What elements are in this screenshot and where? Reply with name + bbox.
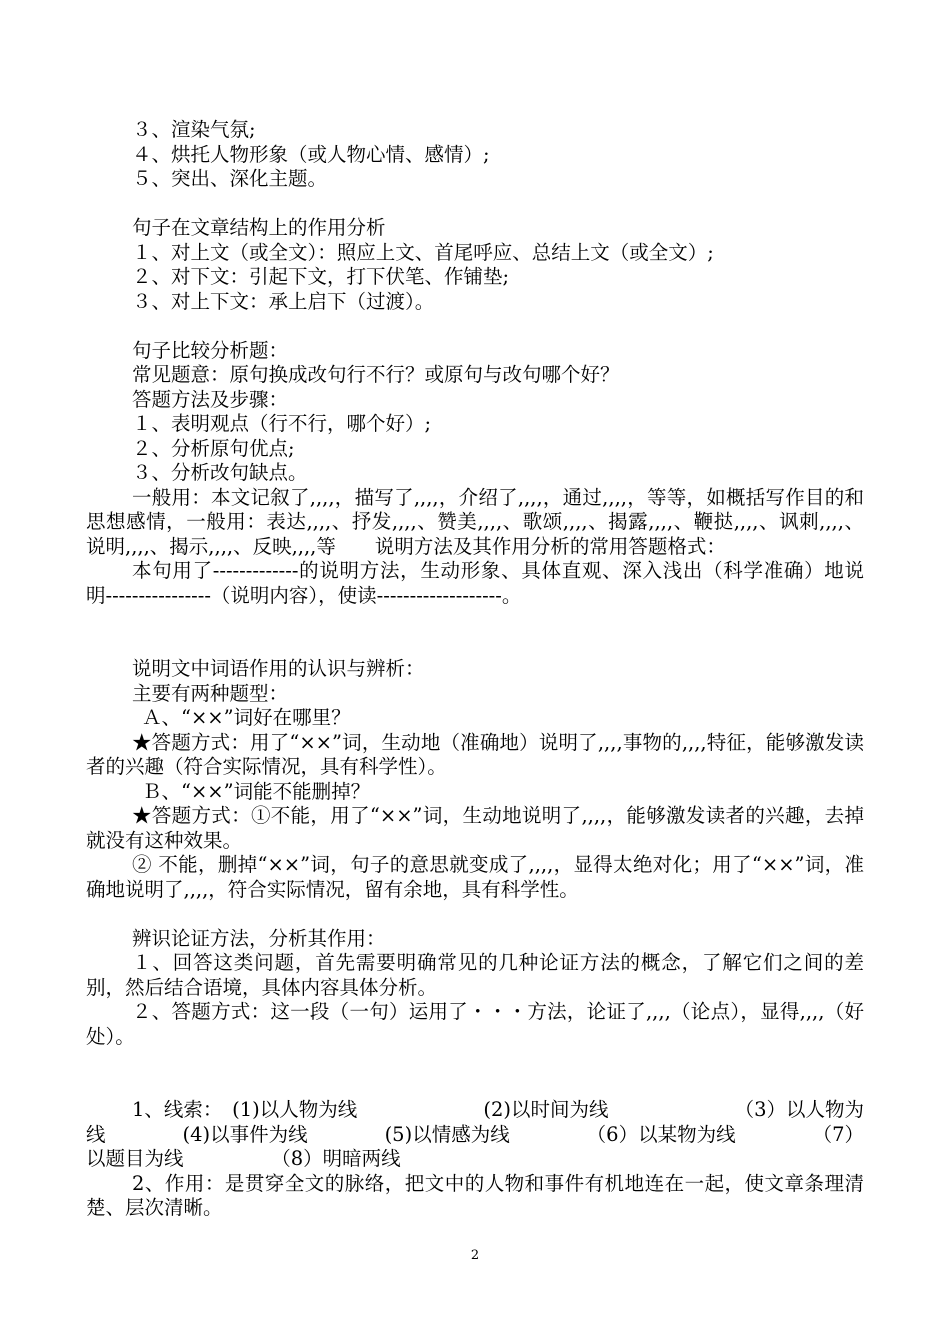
list-item: ２、对下文：引起下文，打下伏笔、作铺垫; [132,265,510,288]
section-heading: 句子在文章结构上的作用分析 [132,216,386,239]
paragraph: 本句用了-------------的说明方法，生动形象、具体直观、深入浅出（科学准确）地说明----------------（说明内容），使读-------------------。 [86,559,864,607]
clue-item: 1、线索： (1)以人物为线 [132,1098,358,1121]
clue-item: (5)以情感为线 [384,1122,510,1146]
paragraph: 一般用：本文记叙了,,,,，描写了,,,,，介绍了,,,,，通过,,,,，等等，如概括写作目的和思想感情，一般用：表达,,,,、抒发,,,,、赞美,,,,、歌颂,,,,、揭露,,,,、鞭挞,,,,、讽刺,,,,、说明,,,,、揭示,,,,、反映,,,,等 说明方法及其作用分析的常用答题格式： [86,485,864,558]
list-item: ３、分析改句缺点。 [132,461,308,484]
list-item: １、表明观点（行不行，哪个好）; [132,412,432,435]
list-item: ３、渲染气氛; [132,118,256,141]
clue-item: 线 [86,1122,106,1146]
question: Ａ、“××”词好在哪里？ [142,706,351,729]
paragraph: 2、作用：是贯穿全文的脉络，把文中的人物和事件有机地连在一起，使文章条理清楚、层次清晰。 [86,1171,864,1219]
paragraph: 主要有两种题型： [132,681,289,705]
list-item: ２、分析原句优点; [132,436,295,460]
clue-line-3: 以题目为线 （8）明暗两线 [86,1147,401,1170]
answer: ★答题方式：用了“××”词，生动地（准确地）说明了,,,,事物的,,,,特征，能够激发读者的兴趣（符合实际情况，具有科学性）。 [86,730,864,778]
clue-line-2 [86,1123,864,1148]
spacer [86,1049,864,1098]
spacer [86,314,864,339]
clue-item: (2)以时间为线 [483,1098,609,1121]
section-heading: 辨识论证方法，分析其作用： [132,926,386,950]
list-item: １、对上文（或全文）：照应上文、首尾呼应、总结上文（或全文）; [132,240,714,264]
paragraph: ２、答题方式：这一段（一句）运用了・・・方法，论证了,,,,（论点），显得,,,,（好处）。 [86,1000,864,1048]
spacer [86,608,864,657]
question: Ｂ、“××”词能不能删掉？ [142,779,371,803]
clue-item: （6）以某物为线 [586,1122,736,1146]
paragraph: １、回答这类问题，首先需要明确常见的几种论证方法的概念，了解它们之间的差别，然后结合语境，具体内容具体分析。 [86,951,864,999]
clue-item: （7） [812,1122,864,1146]
paragraph: 答题方法及步骤： [132,387,289,411]
section-heading: 说明文中词语作用的认识与辨析： [132,657,425,680]
page-number: 2 [470,1248,480,1263]
list-item: ４、烘托人物形象（或人物心情、感情）; [132,142,490,166]
spacer [86,902,864,927]
clue-item: （3）以人物为 [734,1098,864,1121]
section-heading: 句子比较分析题： [132,338,289,362]
paragraph: 常见题意：原句换成改句行不行？或原句与改句哪个好？ [132,363,620,386]
document-body [86,118,864,1221]
clue-line-1 [86,1098,864,1123]
list-item: ３、对上下文：承上启下（过渡）。 [132,289,435,313]
spacer [86,192,864,217]
list-item: ５、突出、深化主题。 [132,167,328,190]
answer: ② 不能，删掉“××”词，句子的意思就变成了,,,,，显得太绝对化；用了“××”词，准确地说明了,,,,，符合实际情况，留有余地，具有科学性。 [86,853,864,901]
answer: ★答题方式：①不能，用了“××”词，生动地说明了,,,,，能够激发读者的兴趣，去掉就没有这种效果。 [86,804,864,852]
clue-item: (4)以事件为线 [182,1122,308,1146]
